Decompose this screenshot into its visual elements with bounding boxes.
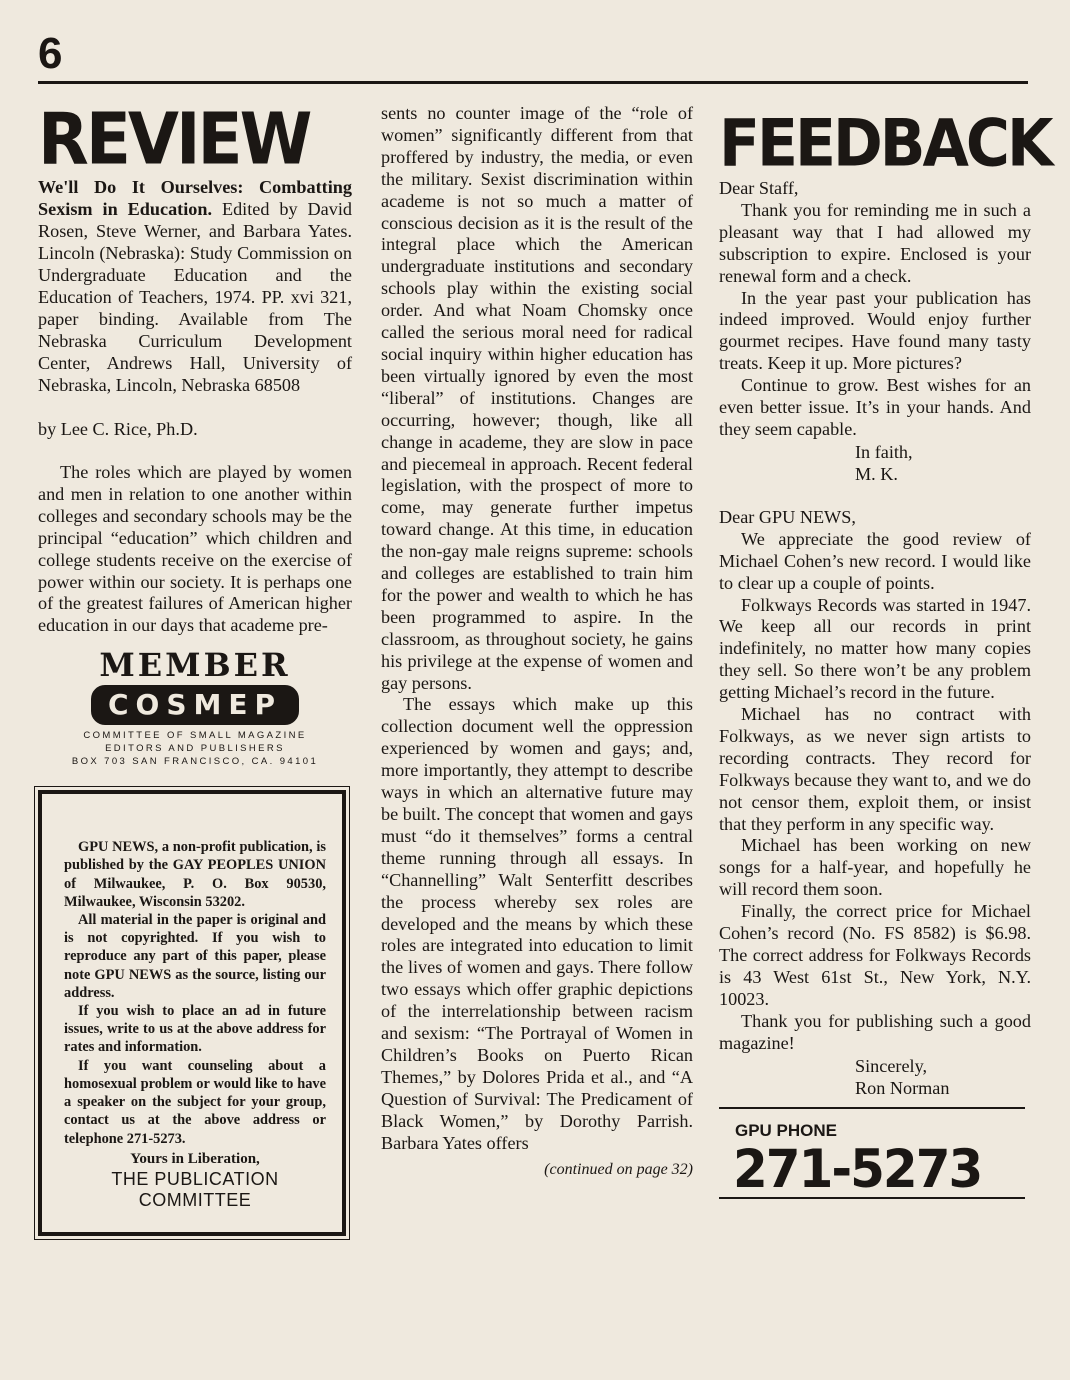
book-title: We'll Do It Ourselves: Combatting Sexism in Education. — [38, 177, 352, 219]
info-committee-line-1: THE PUBLICATION — [111, 1168, 279, 1189]
phone-label: GPU PHONE — [735, 1120, 838, 1140]
letter-1-closing: In faith, — [855, 441, 913, 462]
letter-1-paragraph-3: Continue to grow. Best wishes for an even better issue. It’s in your hands. And they seem capable. — [719, 375, 1031, 439]
info-paragraph-1: GPU NEWS, a non-profit publication, is published by the GAY PEOPLES UNION of Milwaukee, P. O. Box 90530, Milwaukee, Wisconsin 53202. — [64, 839, 326, 910]
letter-2-closing: Sincerely, — [855, 1055, 928, 1076]
gpu-phone-ad — [719, 1107, 1031, 1199]
letter-2-salutation: Dear GPU NEWS, — [719, 506, 856, 527]
info-paragraph-4: If you want counseling about a homosexual problem or would like to have a speaker on the subject for your group, contact us at the above address or telephone 271-5273. — [64, 1057, 326, 1147]
letter-2-paragraph-3: Michael has no contract with Folkways, as we never sign artists to recording contracts. They record for Folkways because they want to, and we do not censor them, exploit them, or insist that they perform in any specific way. — [719, 704, 1031, 834]
letter-2-paragraph-5: Finally, the correct price for Michael Cohen’s record (No. FS 8582) is $6.98. The correct address for Folkways Records is 43 West 61st St., New York, N.Y. 10023. — [719, 901, 1031, 1009]
page-number: 6 — [38, 29, 63, 78]
letter-1-paragraph-1: Thank you for reminding me in such a pleasant way that I had allowed my subscription to expire. Enclosed is your renewal form and a check. — [719, 199, 1031, 286]
review-column-2 — [381, 103, 693, 1179]
review-body-col1: The roles which are played by women and men in relation to one another within colleges and secondary schools may be the principal “education” which children and college students receive on the exercise of power within our society. It is perhaps one of the greatest failures of American higher education in our days that academe pre- — [38, 462, 352, 636]
feedback-column — [719, 100, 1051, 1199]
book-info — [38, 176, 352, 396]
info-signoff — [64, 1150, 326, 1211]
review-body-col2-para2: The essays which make up this collection document well the oppression experienced by women and gays; and, more importantly, they attempt to describe ways in which an alternative future may be built. The concept that women and gays must “do it themselves” forms a central theme running through all essays. In “Channelling” Walt Senterfitt describes the process whereby sex roles are developed and the means by which these roles are integrated into education to limit the lives of women and gays. There follow two essays which offer graphic depictions of the interrelationship between racism and sexism: “The Portrayal of Women in Children’s Books on Puerto Rican Themes,” by Dolores Prida et al., and “A Question of Survival: The Predicament of Black Women,” by Dorothy Parrish. Barbara Yates offers — [381, 694, 693, 1153]
phone-number: 271-5273 — [733, 1138, 982, 1199]
letter-2-paragraph-6: Thank you for publishing such a good magazine! — [719, 1010, 1031, 1053]
info-paragraph-3: If you wish to place an ad in future issues, write to us at the above address for rates and information. — [64, 1003, 326, 1056]
publication-info-box — [38, 790, 346, 1236]
member-word: MEMBER — [99, 646, 291, 685]
letter-1-paragraph-2: In the year past your publication has indeed improved. Would enjoy further gourmet recipes. Have found many tasty treats. Keep it up. More pictures? — [719, 287, 1031, 374]
feedback-masthead: FEEDBACK — [719, 106, 1051, 182]
letter-1-salutation: Dear Staff, — [719, 178, 799, 198]
letter-2-signature: Ron Norman — [855, 1077, 950, 1098]
cosmep-line-1: COMMITTEE OF SMALL MAGAZINE — [83, 730, 307, 742]
phone-rule-top — [719, 1107, 1025, 1109]
letter-2-paragraph-2: Folkways Records was started in 1947. We keep all our records in print indefinitely, no matter how many copies they sell. So there won’t be any problem getting Michael’s record in the future. — [719, 594, 1031, 703]
letter-1-signature: M. K. — [855, 463, 898, 484]
cosmep-member-badge — [38, 647, 352, 768]
book-details: Edited by David Rosen, Steve Werner, and Barbara Yates. Lincoln (Nebraska): Study Commission on Undergraduate Education and the Education of Teachers, 1974. PP. xvi 321, paper binding. Available from The Nebraska Curriculum Development Center, Andrews Hall, University of Nebraska, Lincoln, Nebraska 68508 — [38, 199, 352, 395]
review-body-col2-para1: sents no counter image of the “role of women” significantly different from that proffered by industry, the media, or even the military. Sexist discrimination within academe is not so much a matter of conscious decision as it is the result of the integral place which the American undergraduate institutions and secondary schools play within the existing social order. And what Noam Chomsky once called the serious moral need for radical social inquiry within higher education has been virtually ignored by even the most “liberal” of institutions. Changes are occurring, however; though, like all change in academe, they are slow in pace and piecemeal in approach. Recent federal legislation, with the prospect of more to come, may generate further impetus toward change. At this time, in education the non-gay male reigns supreme: schools and colleges are established to train him for the power and wealth to which he has been programmed to aspire. In the classroom, as throughout society, he gains his privilege at the expense of women and gay persons. — [381, 103, 693, 693]
letter-2-paragraph-4: Michael has been working on new songs for a half-year, and hopefully he will record them soon. — [719, 835, 1031, 900]
info-yours: Yours in Liberation, — [130, 1150, 260, 1167]
cosmep-line-2: EDITORS AND PUBLISHERS — [105, 743, 285, 755]
cosmep-logo: COSMEP — [91, 685, 299, 725]
cosmep-line-3: BOX 703 SAN FRANCISCO, CA. 94101 — [71, 756, 319, 768]
review-column-1 — [38, 97, 352, 1236]
top-rule — [38, 81, 1028, 84]
review-masthead: REVIEW — [38, 97, 310, 181]
letter-2-paragraph-1: We appreciate the good review of Michael Cohen’s new record. I would like to clear up a couple of points. — [719, 528, 1031, 593]
review-byline: by Lee C. Rice, Ph.D. — [38, 419, 198, 439]
continued-note: (continued on page 32) — [544, 1160, 693, 1178]
info-committee-line-2: COMMITTEE — [138, 1189, 252, 1210]
info-paragraph-2: All material in the paper is original and is not copyrighted. If you wish to reproduce any part of this paper, please note GPU NEWS as the source, listing our address. — [64, 912, 326, 1001]
